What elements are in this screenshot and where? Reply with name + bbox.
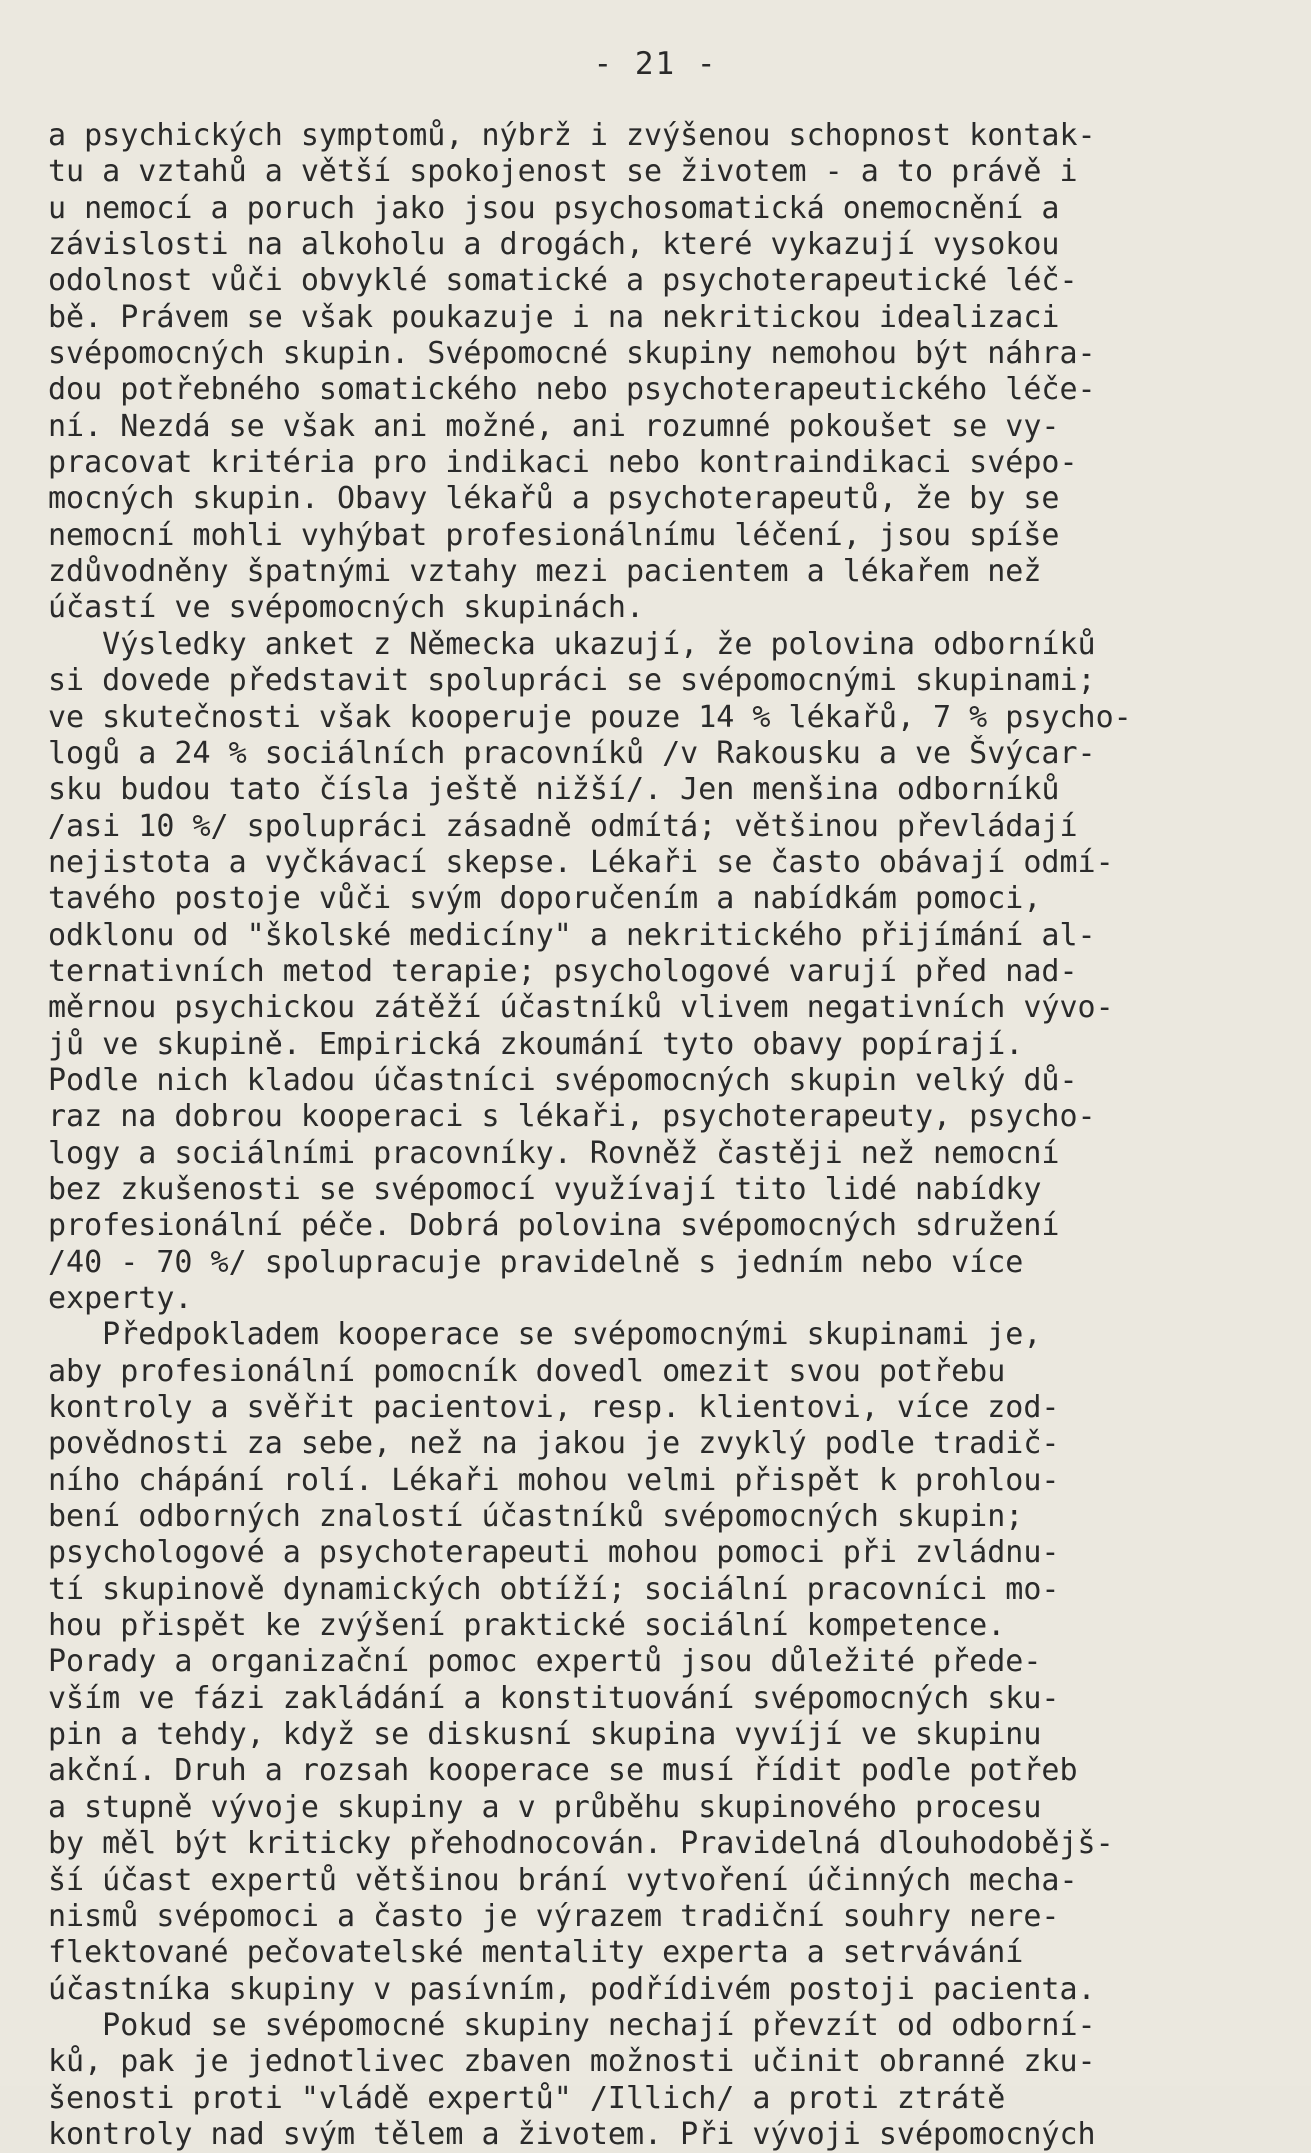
text-line: závislosti na alkoholu a drogách, které vykazují vysokou <box>48 227 1060 263</box>
text-line: nemocní mohli vyhýbat profesionálnímu léčení, jsou spíše <box>48 517 1060 553</box>
text-line: kontroly nad svým tělem a životem. Při vývoji svépomocných <box>48 2116 1096 2152</box>
text-line: odklonu od "školské medicíny" a nekritického přijímání al- <box>48 917 1096 953</box>
text-line: Porady a organizační pomoc expertů jsou důležité přede- <box>48 1644 1042 1680</box>
text-line: flektované pečovatelské mentality experta a setrvávání <box>48 1935 1024 1971</box>
text-line: bení odborných znalostí účastníků svépomocných skupin; <box>48 1499 1024 1535</box>
text-line: sku budou tato čísla ještě nižší/. Jen menšina odborníků <box>48 772 1060 808</box>
text-line: tu a vztahů a větší spokojenost se životem - a to právě i <box>48 154 1078 190</box>
text-line: bě. Právem se však poukazuje i na nekritickou idealizaci <box>48 299 1060 335</box>
text-line: Předpokladem kooperace se svépomocnými skupinami je, <box>48 1317 1042 1353</box>
text-line: /asi 10 %/ spolupráci zásadně odmítá; většinou převládají <box>48 808 1078 844</box>
text-line: a psychických symptomů, nýbrž i zvýšenou schopnost kontak- <box>48 118 1096 153</box>
text-line: profesionální péče. Dobrá polovina svépomocných sdružení <box>48 1208 1060 1244</box>
text-line: logů a 24 % sociálních pracovníků /v Rakousku a ve Švýcar- <box>48 735 1096 771</box>
text-line: hou přispět ke zvýšení praktické sociální kompetence. <box>48 1608 1006 1644</box>
text-line: kontroly a svěřit pacientovi, resp. klientovi, více zod- <box>48 1390 1060 1426</box>
text-line: aby profesionální pomocník dovedl omezit svou potřebu <box>48 1353 1006 1389</box>
text-line: experty. <box>48 1281 193 1316</box>
text-line: účastníka skupiny v pasívním, podřídivém postoji pacienta. <box>48 1971 1096 2007</box>
text-line: dou potřebného somatického nebo psychoterapeutického léče- <box>48 372 1096 408</box>
text-line: účastí ve svépomocných skupinách. <box>48 590 645 626</box>
text-line: ternativních metod terapie; psychologové varují před nad- <box>48 953 1078 989</box>
text-line: si dovede představit spolupráci se svépomocnými skupinami; <box>48 663 1096 699</box>
text-line: ního chápání rolí. Lékaři mohou velmi přispět k prohlou- <box>48 1462 1060 1498</box>
text-line: nismů svépomoci a často je výrazem tradiční souhry nere- <box>48 1898 1060 1934</box>
text-line: psychologové a psychoterapeuti mohou pomoci při zvládnu- <box>48 1535 1060 1571</box>
text-line: pracovat kritéria pro indikaci nebo kontraindikaci svépo- <box>48 445 1078 481</box>
text-line: nejistota a vyčkávací skepse. Lékaři se často obávají odmí- <box>48 844 1114 880</box>
text-line: mocných skupin. Obavy lékařů a psychoterapeutů, že by se <box>48 481 1060 517</box>
page-number: - 21 - <box>593 46 718 82</box>
text-line: a stupně vývoje skupiny a v průběhu skupinového procesu <box>48 1789 1042 1825</box>
text-line: měrnou psychickou zátěží účastníků vlivem negativních vývo- <box>48 990 1114 1026</box>
text-line: povědnosti za sebe, než na jakou je zvyklý podle tradič- <box>48 1426 1060 1462</box>
text-line: akční. Druh a rozsah kooperace se musí řídit podle potřeb <box>48 1753 1078 1789</box>
text-line: šenosti proti "vládě expertů" /Illich/ a proti ztrátě <box>48 2080 1006 2116</box>
text-line: Podle nich kladou účastníci svépomocných skupin velký dů- <box>48 1062 1078 1098</box>
text-line: odolnost vůči obvyklé somatické a psychoterapeutické léč- <box>48 263 1078 299</box>
text-line: Pokud se svépomocné skupiny nechají převzít od odborní- <box>48 2007 1096 2043</box>
text-line: ků, pak je jednotlivec zbaven možnosti učinit obranné zku- <box>48 2044 1096 2080</box>
text-line: raz na dobrou kooperaci s lékaři, psychoterapeuty, psycho- <box>48 1099 1096 1135</box>
text-line: vším ve fázi zakládání a konstituování svépomocných sku- <box>48 1680 1060 1716</box>
body-text <box>48 118 1298 2153</box>
text-line: Výsledky anket z Německa ukazují, že polovina odborníků <box>48 626 1096 662</box>
text-line: ní. Nezdá se však ani možné, ani rozumné pokoušet se vy- <box>48 408 1060 444</box>
text-line: zdůvodněny špatnými vztahy mezi pacientem a lékařem než <box>48 554 1042 590</box>
text-line: u nemocí a poruch jako jsou psychosomatická onemocnění a <box>48 190 1060 226</box>
text-line: svépomocných skupin. Svépomocné skupiny nemohou být náhra- <box>48 336 1096 372</box>
text-line: /40 - 70 %/ spolupracuje pravidelně s jedním nebo více <box>48 1244 1024 1280</box>
text-line: ší účast expertů většinou brání vytvoření účinných mecha- <box>48 1862 1078 1898</box>
text-line: tí skupinově dynamických obtíží; sociální pracovníci mo- <box>48 1571 1060 1607</box>
text-line: ve skutečnosti však kooperuje pouze 14 % lékařů, 7 % psycho- <box>48 699 1132 735</box>
text-line: logy a sociálními pracovníky. Rovněž častěji než nemocní <box>48 1135 1060 1171</box>
text-line: bez zkušenosti se svépomocí využívají tito lidé nabídky <box>48 1171 1042 1207</box>
text-line: pin a tehdy, když se diskusní skupina vyvíjí ve skupinu <box>48 1717 1042 1753</box>
text-line: by měl být kriticky přehodnocován. Pravidelná dlouhodobějš- <box>48 1826 1114 1862</box>
text-line: tavého postoje vůči svým doporučením a nabídkám pomoci, <box>48 881 1042 917</box>
text-line: jů ve skupině. Empirická zkoumání tyto obavy popírají. <box>48 1026 1024 1062</box>
